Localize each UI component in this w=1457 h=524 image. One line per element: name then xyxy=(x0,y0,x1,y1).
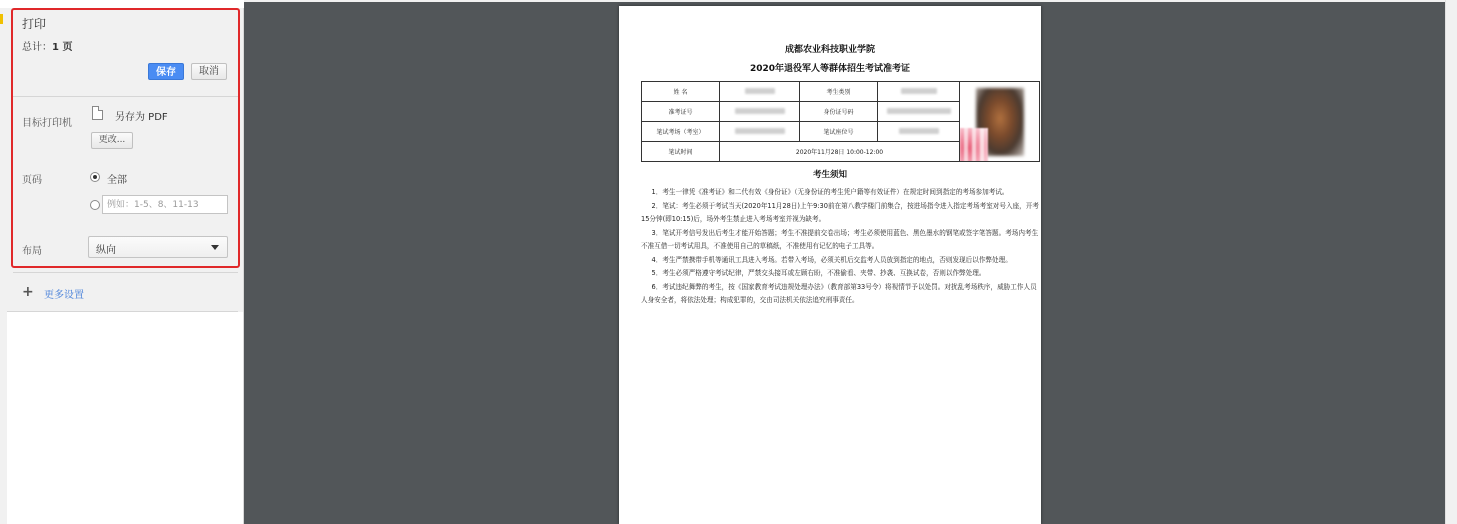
notice-item: 6．考试违纪舞弊的考生，按《国家教育考试违规处理办法》（教育部第33号令）将视情节予以处罚。对扰乱考场秩序，威胁工作人员人身安全者，将依法处理；构成犯罪的，交由司法机关依法追究刑事责任。 xyxy=(641,282,1037,304)
plus-icon[interactable]: + xyxy=(22,284,34,300)
chevron-down-icon xyxy=(211,245,219,250)
seat-label: 笔试座位号 xyxy=(800,122,878,142)
notice-item: 5．考生必须严格遵守考试纪律，严禁交头接耳或左顾右盼，不准偷看、夹带、抄袭、互换试卷，否则以作弊处理。 xyxy=(651,269,986,277)
print-settings-panel xyxy=(0,0,244,524)
exam-room-label: 笔试考场（考室） xyxy=(642,122,720,142)
layout-label: 布局 xyxy=(22,246,42,257)
scrollbar-track[interactable] xyxy=(1445,0,1457,524)
save-button[interactable]: 保存 xyxy=(148,63,184,80)
admission-no-label: 准考证号 xyxy=(642,102,720,122)
admission-info-table xyxy=(641,81,1040,162)
mosaic-overlay xyxy=(960,128,989,162)
notice-item: 1．考生一律凭《准考证》和二代有效《身份证》（无身份证的考生凭户籍等有效证件）在规定时间到指定的考场参加考试。 xyxy=(651,188,1009,196)
change-destination-button[interactable]: 更改... xyxy=(91,132,133,149)
total-pages xyxy=(22,38,72,53)
exam-time-label: 笔试时间 xyxy=(642,142,720,162)
sidebar-empty-area xyxy=(7,312,243,524)
photo-cell xyxy=(960,82,1040,162)
window-edge-mark xyxy=(0,14,3,24)
layout-select[interactable] xyxy=(88,236,228,258)
seat-value xyxy=(878,122,960,142)
exam-room-value xyxy=(720,122,800,142)
document-subtitle: 2020年退役军人等群体招生考试准考证 xyxy=(749,64,911,74)
name-value xyxy=(720,82,800,102)
exam-time-value: 2020年11月28日 10:00-12:00 xyxy=(720,142,960,162)
name-label: 姓 名 xyxy=(642,82,720,102)
print-title: 打印 xyxy=(22,17,47,31)
document-icon xyxy=(92,106,103,120)
top-strip xyxy=(0,0,244,8)
notice-item: 3．笔试开考信号发出后考生才能开始答题；考生不准提前交卷出场；考生必须使用蓝色、黑色墨水的钢笔或签字笔答题。考场内考生不准互借一切考试用具，不准使用自己的草稿纸，不准使用有记忆的电子工具等。 xyxy=(641,228,1039,250)
layout-value: 纵向 xyxy=(96,245,116,256)
destination-label: 目标打印机 xyxy=(22,118,72,129)
admission-no-value xyxy=(720,102,800,122)
divider xyxy=(13,272,238,273)
pages-custom-radio[interactable] xyxy=(90,200,100,210)
notice-item: 4．考生严禁携带手机等通讯工具进入考场。若带入考场，必须关机后交监考人员放到指定的地点，否则发现后以作弊处理。 xyxy=(651,255,1012,264)
document-title: 成都农业科技职业学院 xyxy=(784,45,875,55)
exam-type-label: 考生类别 xyxy=(800,82,878,102)
notice-body xyxy=(641,186,1039,308)
total-count: 1 页 xyxy=(52,42,73,53)
more-settings-link[interactable]: 更多设置 xyxy=(44,290,84,301)
exam-type-value xyxy=(878,82,960,102)
id-no-label: 身份证号码 xyxy=(800,102,878,122)
preview-page xyxy=(619,6,1041,524)
pages-label: 页码 xyxy=(22,175,42,186)
notice-title: 考生须知 xyxy=(812,170,847,180)
divider xyxy=(13,96,238,97)
destination-value: 另存为 PDF xyxy=(115,112,168,123)
pages-range-input[interactable] xyxy=(102,195,228,214)
notice-item: 2．笔试：考生必须于考试当天(2020年11月28日)上午9:30前在第八教学楼门前集合，按进场指令进入指定考场考室对号入座，开考15分钟(即10:15)后，场外考生禁止进入考场考室并视为缺考。 xyxy=(641,201,1039,223)
cancel-button[interactable]: 取消 xyxy=(191,63,227,80)
id-no-value xyxy=(878,102,960,122)
total-label: 总计： xyxy=(22,42,52,53)
pages-all-label[interactable]: 全部 xyxy=(107,175,127,186)
pages-all-radio[interactable] xyxy=(90,172,100,182)
